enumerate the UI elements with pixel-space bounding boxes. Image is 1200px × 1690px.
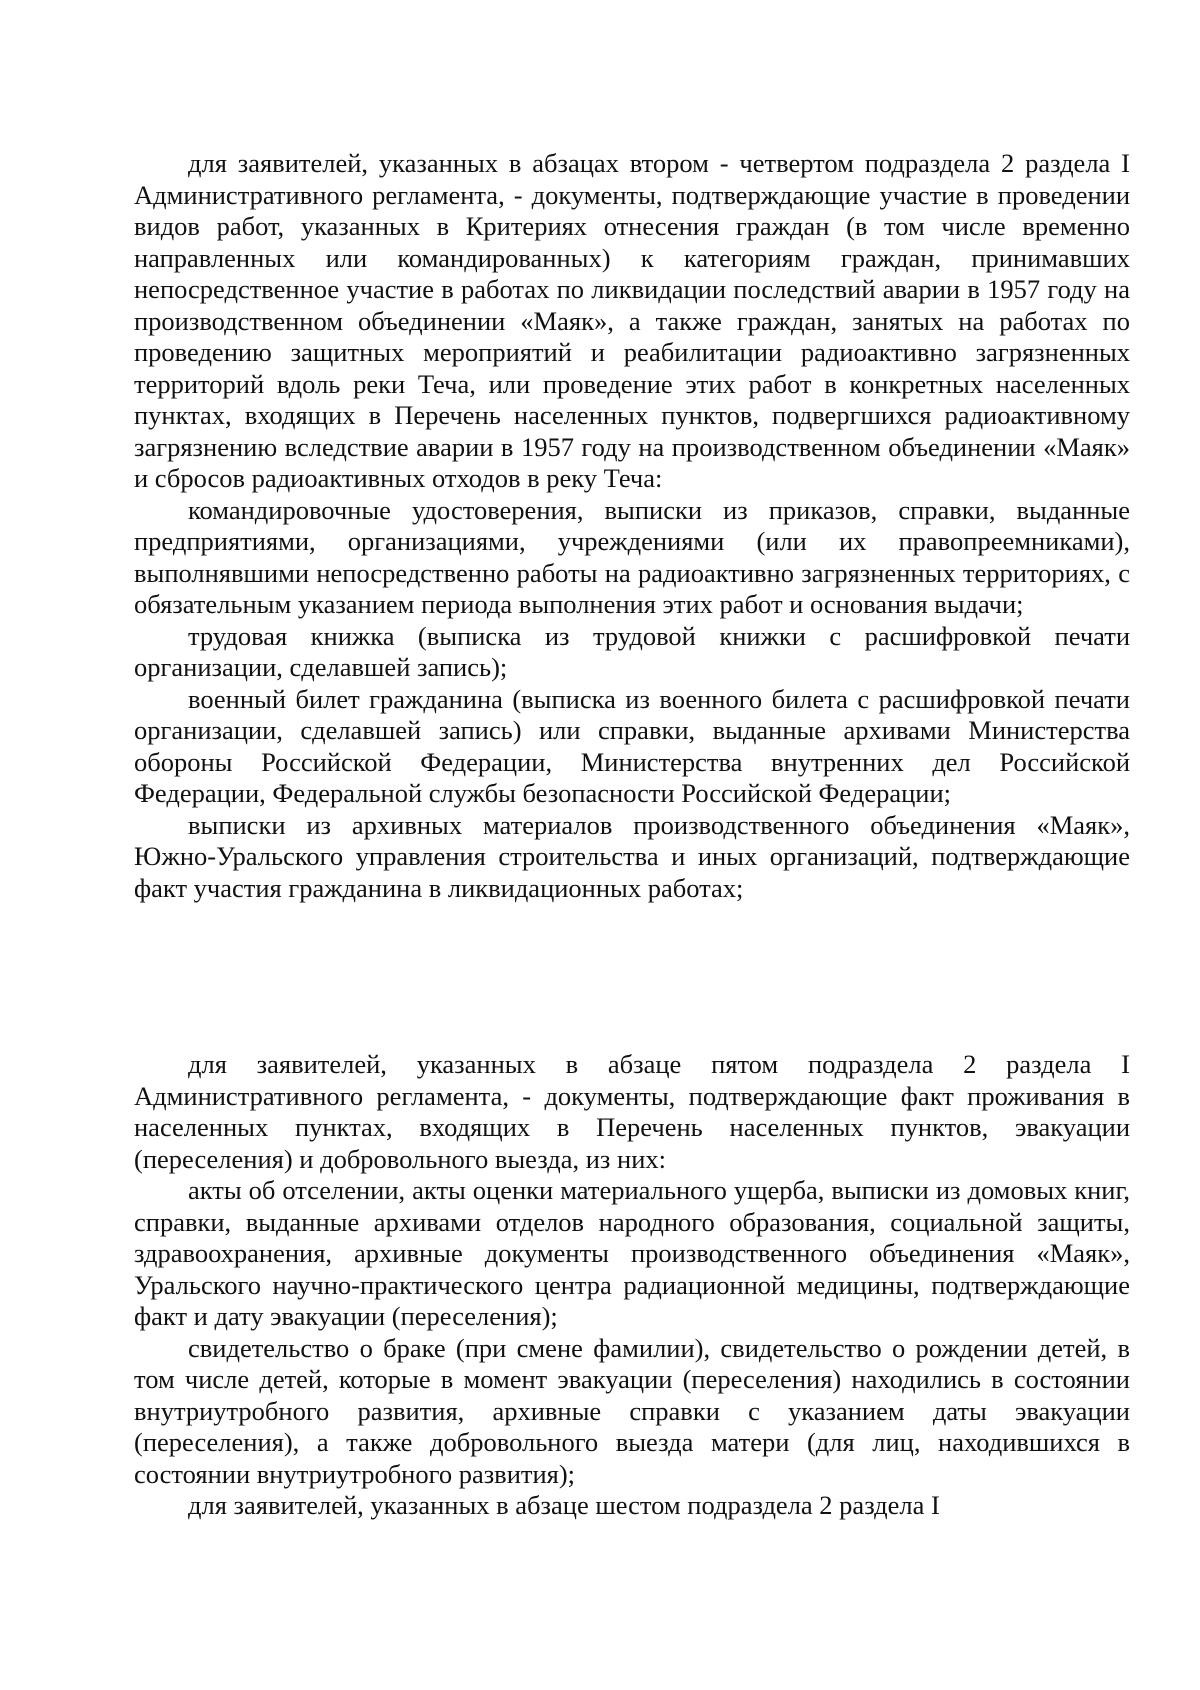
paragraph-applicants-abs-6: для заявителей, указанных в абзаце шестом подраздела 2 раздела I xyxy=(188,1490,940,1520)
text-section-1 xyxy=(134,148,1130,904)
paragraph-applicants-abs-5: для заявителей, указанных в абзаце пятом подраздела 2 раздела I Административного регламента, - документы, подтверждающие факт проживания в населенных пунктах, входящих в Перечень населенных пунктов, эвакуации (переселения) и добровольного выезда, из них: xyxy=(134,1049,1130,1174)
paragraph-resettlement-acts: акты об отселении, акты оценки материального ущерба, выписки из домовых книг, справки, выданные архивами отделов народного образования, социальной защиты, здравоохранения, архивные документы производственного объединения «Маяк», Уральского научно-практического центра радиационной медицины, подтверждающие факт и дату эвакуации (переселения); xyxy=(134,1175,1130,1331)
paragraph-work-record-book: трудовая книжка (выписка из трудовой книжки с расшифровкой печати организации, сделавшей запись); xyxy=(134,620,1130,682)
text-section-2 xyxy=(134,1049,1130,1522)
paragraph-marriage-birth-certificates: свидетельство о браке (при смене фамилии), свидетельство о рождении детей, в том числе детей, которые в момент эвакуации (переселения) находились в состоянии внутриутробного развития, архивные справки с указанием даты эвакуации (переселения), а также добровольного выезда матери (для лиц, находившихся в состоянии внутриутробного развития); xyxy=(134,1332,1130,1489)
paragraph-applicants-abs-2-4: для заявителей, указанных в абзацах втором - четвертом подраздела 2 раздела I Административного регламента, - документы, подтверждающие участие в проведении видов работ, указанных в Критериях отнесения граждан (в том числе временно направленных или командированных) к категориям граждан, принимавших непосредственное участие в работах по ликвидации последствий аварии в 1957 году на производственном объединении «Маяк», а также граждан, занятых на работах по проведению защитных мероприятий и реабилитации радиоактивно загрязненных территорий вдоль реки Теча, или проведение этих работ в конкретных населенных пунктах, входящих в Перечень населенных пунктов, подвергшихся радиоактивному загрязнению вследствие аварии в 1957 году на производственном объединении «Маяк» и сбросов радиоактивных отходов в реку Теча: xyxy=(134,148,1130,493)
paragraph-travel-certificates: командировочные удостоверения, выписки из приказов, справки, выданные предприятиями, организациями, учреждениями (или их правопреемниками), выполнявшими непосредственно работы на радиоактивно загрязненных территориях, с обязательным указанием периода выполнения этих работ и основания выдачи; xyxy=(134,494,1130,619)
paragraph-military-id: военный билет гражданина (выписка из военного билета с расшифровкой печати организации, сделавшей запись) или справки, выданные архивами Министерства обороны Российской Федерации, Министерства внутренних дел Российской Федерации, Федеральной службы безопасности Российской Федерации; xyxy=(134,683,1130,808)
paragraph-archive-extracts: выписки из архивных материалов производственного объединения «Маяк», Южно-Уральского управления строительства и иных организаций, подтверждающие факт участия гражданина в ликвидационных работах; xyxy=(134,809,1130,903)
